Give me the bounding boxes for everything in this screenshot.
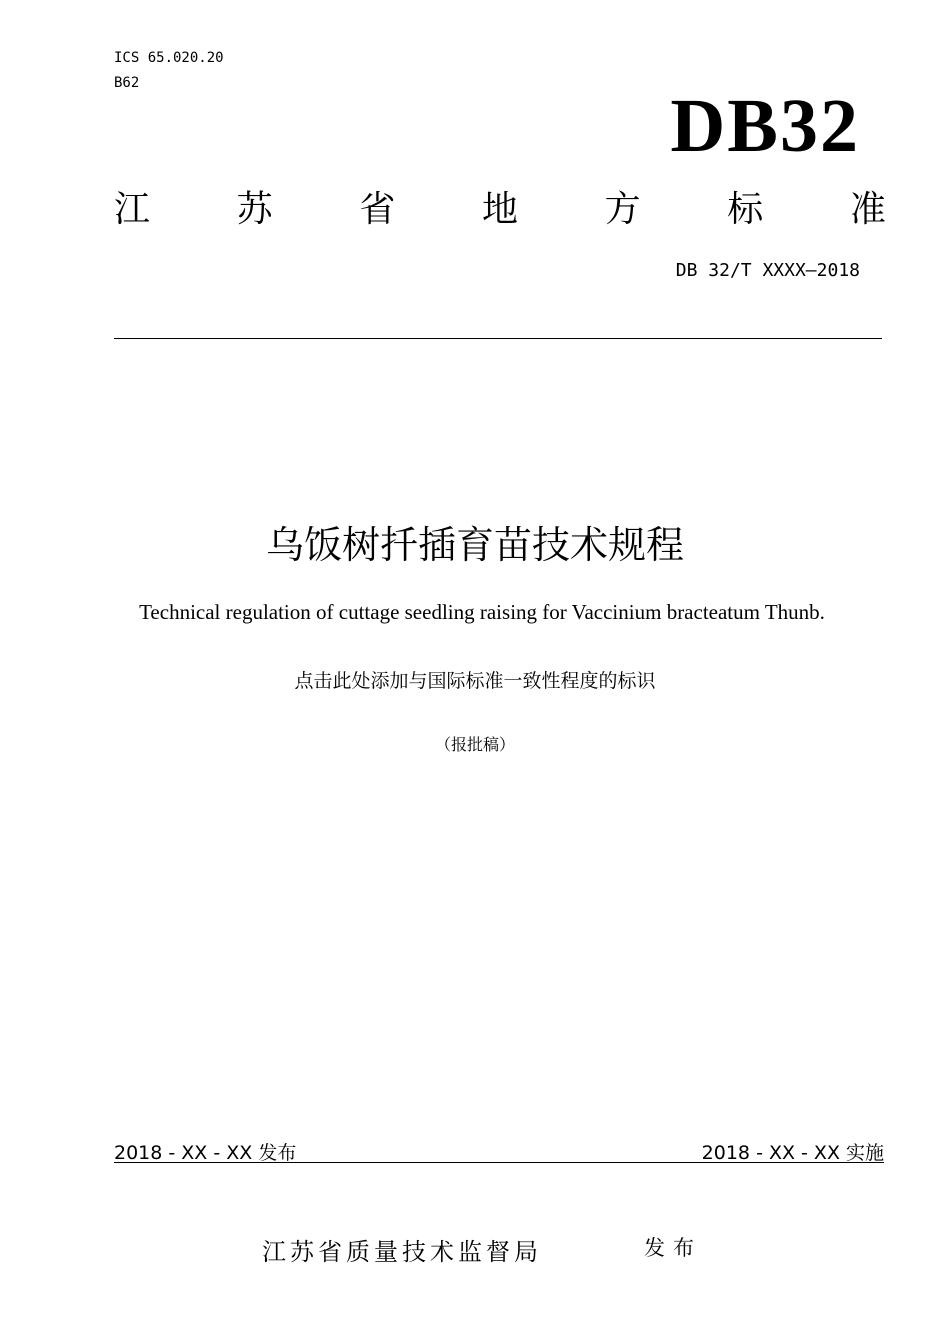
standard-type-char: 江 [114,189,151,230]
standard-type-char: 地 [481,189,518,230]
ccs-code: B62 [114,75,140,91]
conformity-note[interactable]: 点击此处添加与国际标准一致性程度的标识 [294,670,656,692]
standard-type-heading [114,190,886,230]
issuing-authority: 江苏省质量技术监督局 [262,1238,542,1266]
standard-type-char: 苏 [236,189,273,230]
standard-type-char: 准 [849,189,886,230]
db-logo: DB32 [670,84,860,168]
publish-label: 发布 [644,1236,702,1260]
footer-divider [114,1162,884,1163]
standard-type-char: 方 [604,189,641,230]
standard-type-char: 标 [727,189,764,230]
ics-code: ICS 65.020.20 [114,50,224,66]
standard-number: DB 32/T XXXX—2018 [675,260,860,281]
header-divider [114,338,882,339]
draft-status: （报批稿） [434,735,515,754]
standard-type-char: 省 [359,189,396,230]
implementation-date: 2018 - XX - XX 实施 [701,1142,884,1164]
issue-date: 2018 - XX - XX 发布 [114,1142,297,1164]
document-title-en: Technical regulation of cuttage seedling raising for Vaccinium bracteatum Thunb. [139,600,825,624]
document-title-zh: 乌饭树扦插育苗技术规程 [265,523,684,567]
